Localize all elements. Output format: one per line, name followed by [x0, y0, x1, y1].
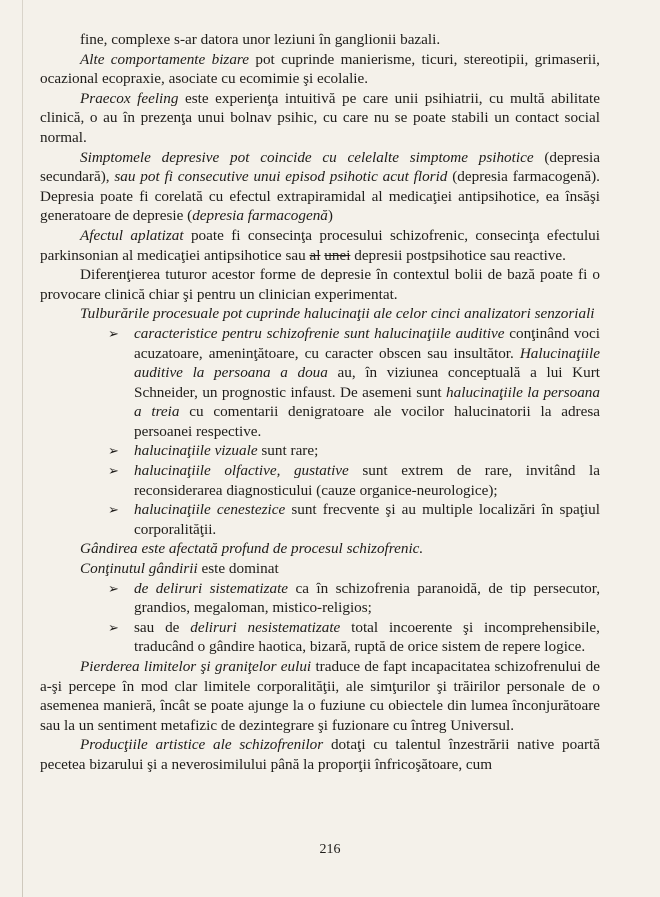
text: (depresia farmacogenă). Depresia poate fi corelată cu efectul extrapiramidal al medicaţiei antipsihotice, ea însăşi generatoare de depresie ( — [40, 168, 600, 225]
text: conţinând voci acuzatoare, ameninţătoare, cu caracter obscen sau insultător. — [134, 324, 600, 362]
arrow-bullet-icon: ➢ — [108, 502, 119, 518]
arrow-bullet-icon: ➢ — [108, 619, 119, 635]
term: sau pot fi consecutive unui episod psihotic acut florid — [114, 168, 448, 186]
list-item — [108, 324, 600, 442]
paragraph-thought-content — [40, 559, 600, 579]
arrow-bullet-icon: ➢ — [108, 580, 119, 596]
list-item — [108, 461, 600, 500]
arrow-bullet-icon: ➢ — [108, 443, 119, 459]
paragraph-bizarre-behaviors — [40, 50, 600, 89]
document-page — [40, 30, 600, 775]
term: Simptomele depresive pot coincide cu celelalte simptome psihotice — [80, 148, 534, 166]
text: este dominat — [197, 560, 279, 578]
paragraph-differentiation: Diferenţierea tuturor acestor forme de depresie în contextul bolii de bază poate fi o provocare clinică chiar şi pentru un clinician experimentat. — [40, 266, 600, 303]
text: sunt extrem de rare, invitând la reconsiderarea diagnosticului (cauze organice-neurologice); — [134, 462, 600, 499]
text: este experienţa intuitivă pe care unii psihiatrii, cu multă abilitate clinică, o au în prezenţa unui bolnav psihic, cu care nu se poate stabili un contact social normal. — [40, 89, 600, 146]
text: sunt rare; — [257, 442, 319, 460]
page-edge — [22, 0, 23, 897]
term: halucinaţiile vizuale — [134, 442, 258, 460]
list-item — [108, 579, 600, 618]
text: total incoerente şi incomprehensibile, traducând o gândire haotica, bizară, ruptă de orice sistem de repere logice. — [134, 618, 600, 656]
paragraph-hallucinations-heading — [40, 304, 600, 324]
term: deliruri nesistematizate — [190, 618, 341, 636]
term: de deliruri sistematizate — [134, 579, 289, 597]
term: Gândirea este afectată profund de procesul schizofrenic. — [80, 540, 424, 558]
text: dotaţi cu talentul înzestrării native poartă pecetea bizarului şi a neverosimilului până la proporţii înfricoşătoare, cum — [40, 736, 600, 773]
list-item — [108, 441, 600, 461]
paragraph-continuation: fine, complexe s-ar datora unor leziuni în ganglionii bazali. — [80, 31, 441, 48]
text: sunt frecvente şi au multiple localizări în spaţiul corporalităţii. — [134, 501, 600, 538]
paragraph-depressive-symptoms — [40, 148, 600, 226]
arrow-bullet-icon: ➢ — [108, 463, 119, 479]
struck-word: unei — [324, 246, 351, 264]
text: poate fi consecinţa procesului schizofrenic, consecinţa efectului parkinsonian al medicaţiei antipsihotice sau — [40, 226, 600, 264]
text: depresii postpsihotice sau reactive. — [350, 246, 566, 264]
arrow-bullet-icon: ➢ — [108, 325, 119, 341]
text: (depresia secundară), — [40, 148, 601, 186]
term: Producţiile artistice ale schizofrenilor — [80, 736, 324, 754]
paragraph-praecox-feeling — [40, 89, 600, 148]
term: Tulburările procesuale pot cuprinde halucinaţii ale celor cinci analizatori senzoriali — [80, 305, 595, 323]
term: halucinaţiile cenestezice — [134, 501, 286, 519]
paragraph-flat-affect — [40, 226, 600, 265]
text: pot cuprinde manierisme, ticuri, stereotipii, grimaserii, ocazional ecopraxie, asociate cu ecomimie şi ecolalie. — [40, 50, 600, 88]
term: caracteristice pentru schizofrenie sunt halucinaţiile auditive — [134, 324, 505, 342]
list-item — [108, 618, 600, 657]
text: sau de — [134, 618, 191, 636]
term: Conţinutul gândirii — [80, 560, 198, 578]
term: depresia farmacogenă — [192, 207, 328, 225]
text: au, în viziunea conceptuală a lui Kurt Schneider, un prognostic infaust. De asemeni sunt — [134, 364, 600, 401]
term: halucinaţiile la persoana a treia — [134, 383, 600, 421]
term-bizarre-behaviors: Alte comportamente bizare — [80, 50, 250, 68]
paragraph-ego-boundaries — [40, 657, 600, 735]
term: halucinaţiile olfactive, gustative — [134, 462, 349, 480]
term: Halucinaţiile auditive la persoana a doua — [134, 344, 600, 382]
term-praecox-feeling: Praecox feeling — [80, 89, 179, 107]
term: Pierderea limitelor şi graniţelor eului — [80, 658, 312, 675]
list-item — [108, 500, 600, 539]
hallucinations-list — [40, 324, 600, 540]
term-flat-affect: Afectul aplatizat — [80, 226, 184, 244]
paragraph-thinking — [40, 539, 600, 559]
paragraph-artistic-productions — [40, 735, 600, 774]
delusions-list — [40, 579, 600, 657]
text: ) — [327, 207, 333, 225]
struck-word: al — [309, 246, 321, 264]
text: traduce de fapt incapacitatea schizofrenului de a-şi percepe în mod clar limitele corporalităţii, ale simţurilor şi trăirilor personale de o asemenea manieră, încât se poate ajunge la o fuziune cu obiectele din lumea înconjurătoare sau la un sentiment metafizic de dezintegrare şi fuzionare cu întreg Universul. — [40, 658, 600, 734]
text: ca în schizofrenia paranoidă, de tip persecutor, grandios, megaloman, mistico-religios; — [134, 579, 600, 617]
text: cu comentarii denigratoare ale vocilor halucinatorii la adresa persoanei respective. — [134, 403, 600, 440]
page-number: 216 — [319, 842, 341, 857]
